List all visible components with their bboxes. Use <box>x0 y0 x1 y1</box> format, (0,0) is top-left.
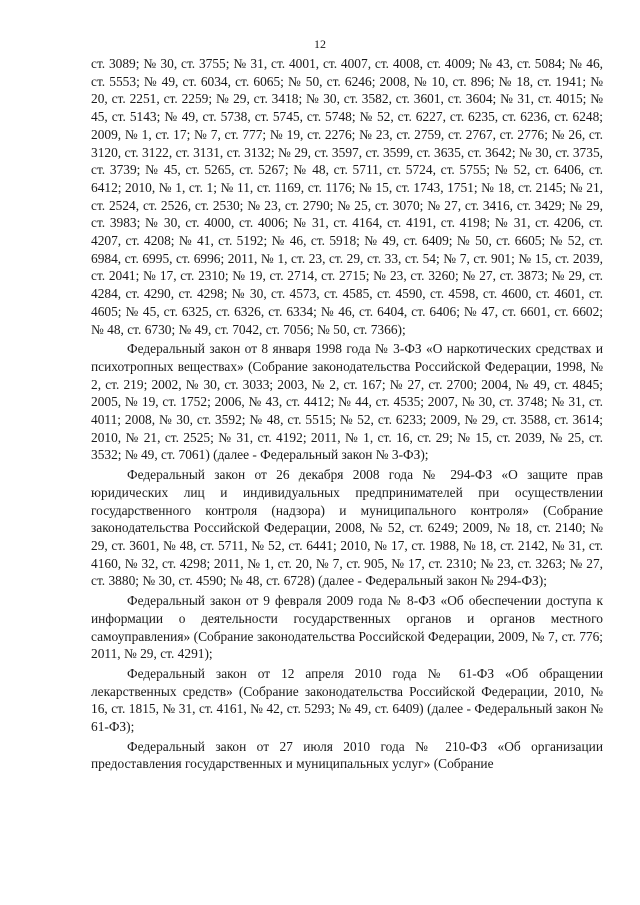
document-body <box>91 55 603 775</box>
law-294-fz-paragraph: Федеральный закон от 26 декабря 2008 года № 294-ФЗ «О защите прав юридических лиц и индивидуальных предпринимателей при осуществлении государственного контроля (надзора) и муниципального контроля» (Собрание законодательства Российской Федерации, 2008, № 52, ст. 6249; 2009, № 18, ст. 2140; № 29, ст. 3601, № 48, ст. 5711, № 52, ст. 6441; 2010, № 17, ст. 1988, № 18, ст. 2142, № 31, ст. 4160, № 32, ст. 4298; 2011, № 1, ст. 20, № 7, ст. 905, № 17, ст. 2310; № 23, ст. 3263; № 27, ст. 3880; № 30, ст. 4590; № 48, ст. 6728) (далее - Федеральный закон № 294-ФЗ); <box>91 467 603 589</box>
law-61-fz-paragraph: Федеральный закон от 12 апреля 2010 года № 61-ФЗ «Об обращении лекарственных средств» (Собрание законодательства Российской Федерации, 2010, № 16, ст. 1815, № 31, ст. 4161, № 42, ст. 5293; № 49, ст. 6409) (далее - Федеральный закон № 61-ФЗ); <box>91 665 603 735</box>
law-8-fz-paragraph: Федеральный закон от 9 февраля 2009 года № 8-ФЗ «Об обеспечении доступа к информации о деятельности государственных органов и органов местного самоуправления» (Собрание законодательства Российской Федерации, 2009, № 7, ст. 776; 2011, № 29, ст. 4291); <box>91 593 603 662</box>
law-210-fz-paragraph: Федеральный закон от 27 июля 2010 года № 210-ФЗ «Об организации предоставления государственных и муниципальных услуг» (Собрание <box>91 738 603 772</box>
citation-continuation-paragraph: ст. 3089; № 30, ст. 3755; № 31, ст. 4001, ст. 4007, ст. 4008, ст. 4009; № 43, ст. 5084; № 46, ст. 5553; № 49, ст. 6034, ст. 6065; № 50, ст. 6246; 2008, № 10, ст. 896; № 18, ст. 1941; № 20, ст. 2251, ст. 2259; № 29, ст. 3418; № 30, ст. 3582, ст. 3601, ст. 3604; № 31, ст. 4015; № 45, ст. 5143; № 49, ст. 5738, ст. 5745, ст. 5748; № 52, ст. 6227, ст. 6235, ст. 6236, ст. 6248; 2009, № 1, ст. 17; № 7, ст. 777; № 19, ст. 2276; № 23, ст. 2759, ст. 2767, ст. 2776; № 26, ст. 3120, ст. 3122, ст. 3131, ст. 3132; № 29, ст. 3597, ст. 3599, ст. 3635, ст. 3642; № 30, ст. 3735, ст. 3739; № 45, ст. 5265, ст. 5267; № 48, ст. 5711, ст. 5724, ст. 5755; № 52, ст. 6406, ст. 6412; 2010, № 1, ст. 1; № 11, ст. 1169, ст. 1176; № 15, ст. 1743, 1751; № 18, ст. 2145; № 21, ст. 2524, ст. 2526, ст. 2530; № 23, ст. 2790; № 25, ст. 3070; № 27, ст. 3416, ст. 3429; № 29, ст. 3983; № 30, ст. 4000, ст. 4006; № 31, ст. 4164, ст. 4191, ст. 4198; № 31, ст. 4206, ст. 4207, ст. 4208; № 41, ст. 5192; № 46, ст. 5918; № 49, ст. 6409; № 50, ст. 6605; № 52, ст. 6984, ст. 6995, ст. 6996; 2011, № 1, ст. 23, ст. 29, ст. 33, ст. 54; № 7, ст. 901; № 15, ст. 2039, ст. 2041; № 17, ст. 2310; № 19, ст. 2714, ст. 2715; № 23, ст. 3260; № 27, ст. 3873; № 29, ст. 4284, ст. 4290, ст. 4298; № 30, ст. 4573, ст. 4585, ст. 4590, ст. 4598, ст. 4600, ст. 4601, ст. 4605; № 45, ст. 6325, ст. 6326, ст. 6334; № 46, ст. 6404, ст. 6406; № 47, ст. 6601, ст. 6602; № 48, ст. 6730; № 49, ст. 7042, ст. 7056; № 50, ст. 7366); <box>91 56 603 337</box>
page-number: 12 <box>314 37 326 51</box>
law-3-fz-paragraph: Федеральный закон от 8 января 1998 года № 3-ФЗ «О наркотических средствах и психотропных веществах» (Собрание законодательства Российской Федерации, 1998, № 2, ст. 219; 2002, № 30, ст. 3033; 2003, № 2, ст. 167; № 27, ст. 2700; 2004, № 49, ст. 4845; 2005, № 19, ст. 1752; 2006, № 43, ст. 4412; № 44, ст. 4535; 2007, № 30, ст. 3748; № 31, ст. 4011; 2008, № 30, ст. 3592; № 48, ст. 5515; № 52, ст. 6233; 2009, № 29, ст. 3588, ст. 3614; 2010, № 21, ст. 2525; № 31, ст. 4192; 2011, № 1, ст. 16, ст. 29; № 15, ст. 2039, № 25, ст. 3532; № 49, ст. 7061) (далее - Федеральный закон № 3-ФЗ); <box>91 341 603 463</box>
